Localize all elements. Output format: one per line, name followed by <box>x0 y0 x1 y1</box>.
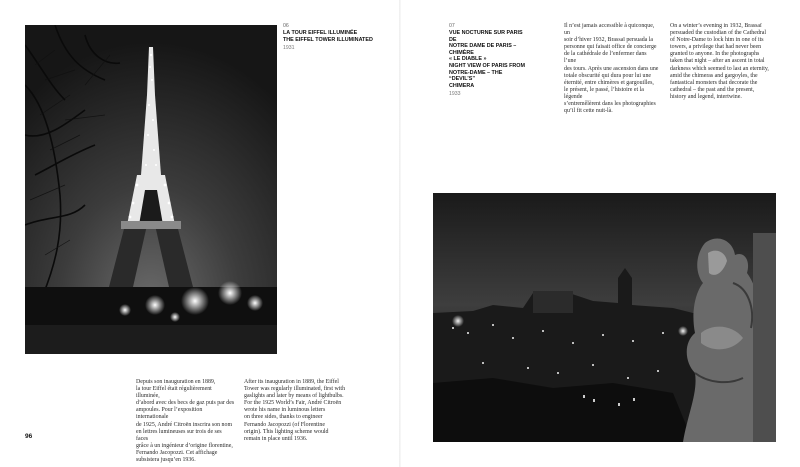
eiffel-tower-photo <box>25 25 277 354</box>
text-line: On a winter’s evening in 1932, Brassaï <box>670 23 762 29</box>
text-line: persuaded the custodian of the Cathedral <box>670 30 767 37</box>
notre-dame-text-fr <box>564 23 660 115</box>
caption-eiffel <box>283 23 383 51</box>
text-line: darkness which seemed to last an eternity, <box>670 65 769 72</box>
text-line: ampoules. Pour l’exposition internationale <box>136 407 203 421</box>
eiffel-text-fr <box>136 379 235 464</box>
text-line: Il n’est jamais accessible à quiconque, un <box>564 23 655 37</box>
caption-title-line: VUE NOCTURNE SUR PARIS DE <box>449 30 523 43</box>
text-line: After its inauguration in 1889, the Eiffel <box>244 379 339 385</box>
text-line: éternité, entre chimères et gargouilles, <box>564 79 654 86</box>
text-line: of Notre-Dame to lock him in one of its <box>670 37 764 44</box>
caption-title-line: NOTRE-DAME – THE “DEVIL’S” <box>449 69 503 83</box>
eiffel-text-en <box>244 379 345 443</box>
caption-title-line: NOTRE DAME DE PARIS – CHIMÈRE <box>449 43 517 56</box>
text-line: For the 1925 World’s Fair, André Citroën <box>244 400 342 407</box>
notre-dame-text-en <box>670 23 772 101</box>
caption-notre-dame <box>449 23 529 97</box>
text-line: granted to anyone. In the photographs <box>670 51 760 58</box>
caption-year: 1931 <box>283 45 295 52</box>
caption-year: 1933 <box>449 91 461 98</box>
notre-dame-night-photo <box>433 193 776 442</box>
text-line: origin). This lighting scheme would <box>244 428 329 435</box>
caption-number: 07 <box>449 23 455 29</box>
caption-title-fr: LA TOUR EIFFEL ILLUMINÉE <box>283 30 358 36</box>
text-line: le présent, le passé, l’histoire et la légende <box>564 86 644 100</box>
text-line: subsistera jusqu’en 1936. <box>136 457 196 464</box>
text-line: towers, a privilege that had never been <box>670 44 762 51</box>
text-line: taken that night – after an ascent in total <box>670 58 765 65</box>
caption-title-line: CHIMERA <box>449 82 475 89</box>
text-line: remain in place until 1936. <box>244 435 308 442</box>
text-line: amid the chimeras and gargoyles, the <box>670 72 758 79</box>
caption-number: 06 <box>283 23 289 29</box>
text-line: en lettres lumineuses sur trois de ses faces <box>136 428 222 442</box>
text-line: Tower was regularly illuminated, first with <box>244 386 346 393</box>
caption-title-line: NIGHT VIEW OF PARIS FROM <box>449 62 525 69</box>
text-line: grâce à un ingénieur d’origine florentine, <box>136 442 233 449</box>
text-line: cathedral – the past and the present, <box>670 86 755 93</box>
text-line: fantastical monsters that decorate the <box>670 79 758 86</box>
text-line: personne qui faisait office de concierge <box>564 44 657 51</box>
text-line: on three sides, thanks to engineer <box>244 414 323 421</box>
text-line: Depuis son inauguration en 1889, <box>136 379 216 385</box>
text-line: totale obscurité qui dura pour lui une <box>564 72 652 79</box>
text-line: history and legend, intertwine. <box>670 93 742 100</box>
page-number: 96 <box>25 433 33 440</box>
caption-title-line: « LE DIABLE » <box>449 56 487 63</box>
text-line: wrote his name in luminous letters <box>244 407 326 414</box>
text-line: Fernando Jacopozzi. Cet affichage <box>136 449 218 456</box>
text-line: de la cathédrale de l’enfermer dans l’une <box>564 51 647 65</box>
text-line: Fernando Jacopozzi (of Florentine <box>244 421 325 428</box>
text-line: s’entremêlèrent dans les photographies <box>564 101 656 108</box>
caption-title-en: THE EIFFEL TOWER ILLUMINATED <box>283 36 373 43</box>
text-line: gaslights and later by means of lightbulbs. <box>244 393 344 400</box>
text-line: la tour Eiffel était régulièrement illuminée, <box>136 386 212 400</box>
page-gutter <box>399 0 401 467</box>
text-line: qu’il fit cette nuit-là. <box>564 108 613 115</box>
text-line: d’abord avec des becs de gaz puis par des <box>136 400 235 407</box>
text-line: de 1925, André Citroën inscrira son nom <box>136 421 233 428</box>
text-line: soir d’hiver 1932, Brassaï persuada la <box>564 37 653 44</box>
text-line: des tours. Après une ascension dans une <box>564 65 659 72</box>
